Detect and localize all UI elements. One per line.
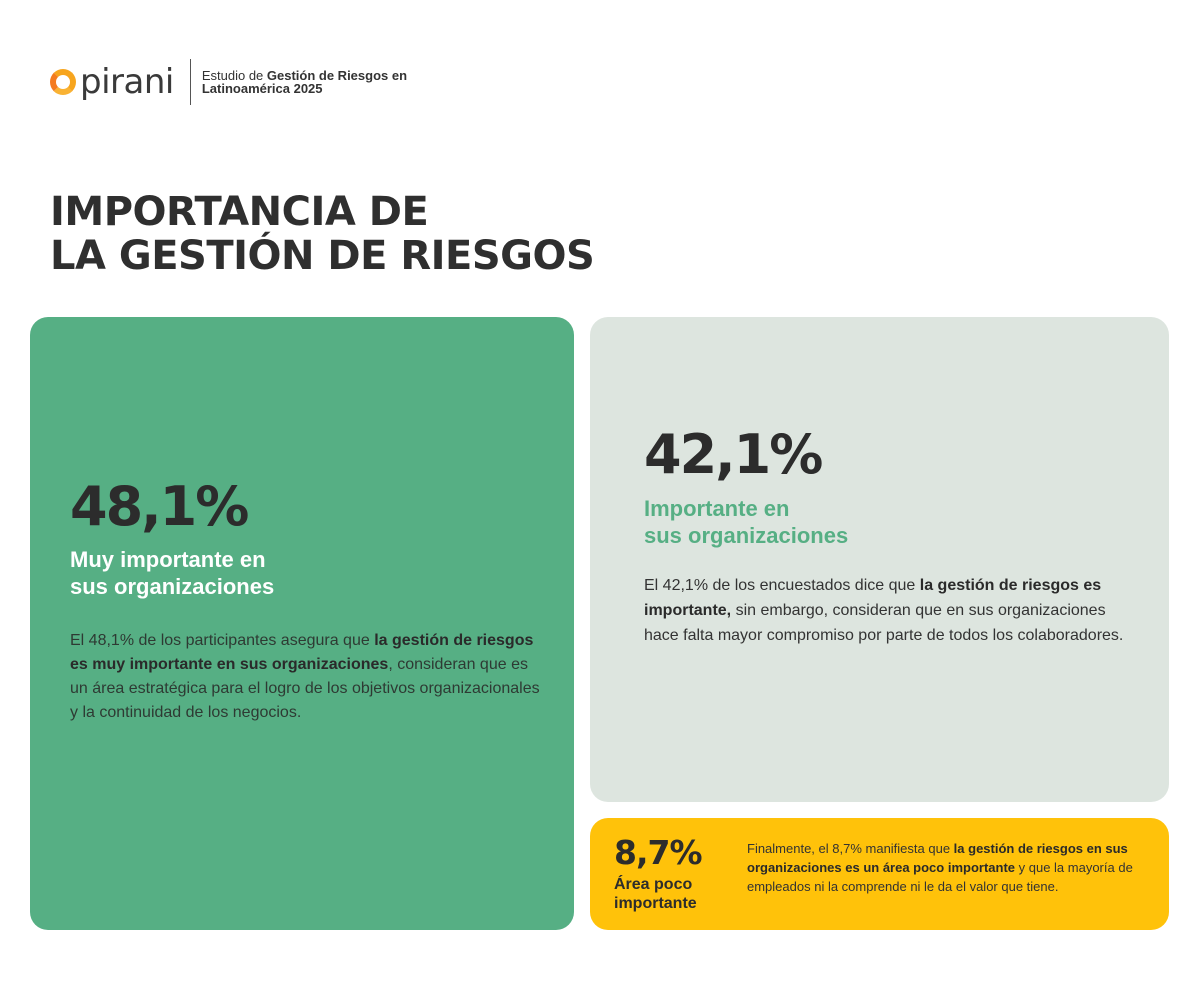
study-prefix: Estudio de xyxy=(201,68,267,83)
important-percentage: 42,1% xyxy=(644,423,822,486)
page-title xyxy=(50,190,594,278)
less-important-subtitle-line1: Área poco xyxy=(614,876,693,893)
important-card xyxy=(590,317,1169,802)
important-body-post: sin embargo, consideran que en sus organizaciones hace falta mayor compromiso por parte de todos los colaboradores. xyxy=(644,602,1124,644)
very-important-card xyxy=(30,317,574,930)
less-important-body-bold: la gestión de riesgos en sus organizaciones es un área poco importante xyxy=(747,841,1128,875)
important-subtitle xyxy=(644,495,848,549)
page-title-line2: LA GESTIÓN DE RIESGOS xyxy=(50,233,595,279)
study-bold-line2: Latinoamérica 2025 xyxy=(201,81,323,96)
very-important-subtitle xyxy=(70,546,274,600)
very-important-body-bold: la gestión de riesgos es muy importante en sus organizaciones xyxy=(70,632,534,673)
less-important-subtitle-line2: importante xyxy=(614,895,697,912)
study-bold-line1: Gestión de Riesgos en xyxy=(266,68,408,83)
very-important-percentage: 48,1% xyxy=(70,475,248,538)
logo-text: pirani xyxy=(80,62,174,102)
important-subtitle-line1: Importante en xyxy=(644,496,790,521)
header-divider xyxy=(190,59,191,105)
less-important-subtitle xyxy=(614,875,697,913)
very-important-subtitle-line1: Muy importante en xyxy=(70,547,266,572)
less-important-body-pre: Finalmente, el 8,7% manifiesta que xyxy=(747,841,954,856)
very-important-subtitle-line2: sus organizaciones xyxy=(70,574,275,599)
less-important-percentage: 8,7% xyxy=(614,833,702,872)
very-important-body-pre: El 48,1% de los participantes asegura que xyxy=(70,632,375,649)
important-body-bold: la gestión de riesgos es importante, xyxy=(644,577,1102,619)
very-important-body-post: , consideran que es un área estratégica para el logro de los objetivos organizacionales y la continuidad de los negocios. xyxy=(70,656,540,721)
page-title-line1: IMPORTANCIA DE xyxy=(50,189,429,235)
header xyxy=(50,58,407,106)
pirani-logo[interactable] xyxy=(50,62,174,102)
less-important-body-post: y que la mayoría de empleados ni la comprende ni le da el valor que tiene. xyxy=(747,860,1133,894)
important-subtitle-line2: sus organizaciones xyxy=(644,523,849,548)
less-important-description xyxy=(747,839,1147,896)
logo-ring-icon xyxy=(50,69,76,95)
less-important-card xyxy=(590,818,1169,930)
very-important-description xyxy=(70,629,540,725)
important-description xyxy=(644,573,1134,648)
study-title xyxy=(202,69,407,95)
important-body-pre: El 42,1% de los encuestados dice que xyxy=(644,577,920,594)
